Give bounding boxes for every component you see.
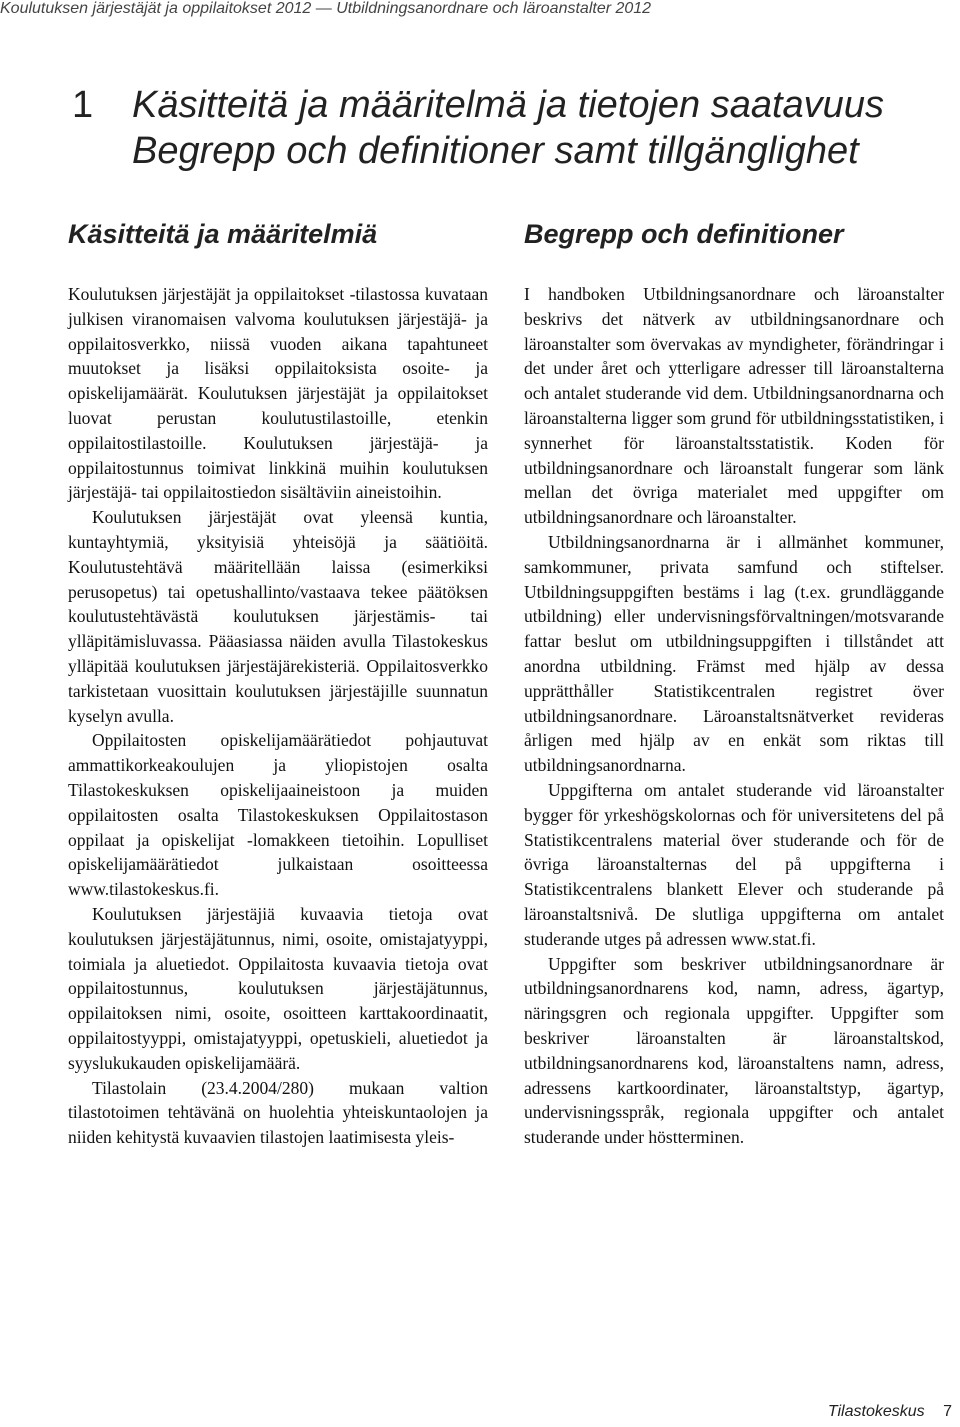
paragraph-fi-1: Koulutuksen järjestäjät ja oppilaitokset -tilastossa kuvataan julkisen viranomaisen valvoma koulutuksen järjestäjä- ja oppilaitosverkko, niissä vuoden aikana tapahtuneet muutokset ja lisäksi oppilaitoksista osoite- ja opiskelijamäärät. Koulutuksen järjestäjät ja oppilaitokset luovat perustan koulutustilastoille, etenkin oppilaitostilastoille. Koulutuksen järjestäjä- ja oppilaitostunnus toimivat linkkinä muihin koulutuksen järjestäjä- tai oppilaitostiedon sisältäviin aineistoihin.: [68, 284, 488, 503]
paragraph-sv-4: Uppgifter som beskriver utbildningsanordnare är utbildningsanordnarens kod, namn, adress, ägartyp, näringsgren och regionala uppgifter. Uppgifter som beskriver läroanstalten är läroanstaltskod, utbildningsanordnarens kod, läroanstaltens namn, adress, adressens kartkoordinater, läroanstaltstyp, ägartyp, undervisningsspråk, regionala uppgifter och antalet studerande under höstterminen.: [524, 953, 944, 1148]
page-footer: [828, 1403, 952, 1421]
paragraph-fi-2: Koulutuksen järjestäjät ovat yleensä kuntia, kuntayhtymiä, yksityisiä yhteisöjä ja säätiöitä. Koulutustehtävä määritellään laissa (esimerkiksi perusopetus) tai opetushallinto/vastaava tekee päätöksen koulutustehtävästä koulutuksen järjestämis- tai ylläpitämisluvassa. Pääasiassa näiden avulla Tilastokeskus ylläpitää koulutuksen järjestäjärekisteriä. Oppilaitosverkko tarkistetaan vuosittain koulutuksen järjestäjille suunnatun kyselyn avulla.: [68, 507, 488, 726]
paragraph-sv-1: I handboken Utbildningsanordnare och läroanstalter beskrivs det nätverk av utbildningsanordnare och läroanstalter som övervakas av myndigheter, förändringar i det under året och ytterligare adresser till läroanstalterna och antalet studerande vid dem. Utbildningsanordnarna och läroanstalterna ligger som grund för utbildningsstatistiken, i synnerhet för läroanstaltsstatistik. Koden för utbildningsanordnare och läroanstalt fungerar som länk mellan det övriga materialet med uppgifter om utbildningsanordnare och läroanstalter.: [524, 284, 944, 528]
paragraph-fi-5: Tilastolain (23.4.2004/280) mukaan valtion tilastotoimen tehtävänä on huolehtia yhteiskuntaolojen ja niiden kehitystä kuvaavien tilastojen laatimisesta yleis-: [68, 1077, 488, 1148]
paragraph-sv-3: Uppgifterna om antalet studerande vid läroanstalter bygger för yrkeshögskolornas och för universitetens del på Statistikcentralens material över studerande och för de övriga läroanstalternas del på uppgifterna i Statistikcentralens blankett Elever och studerande på läroanstaltsnivå. De slutliga uppgifterna om antalet studerande utges på adressen www.stat.fi.: [524, 779, 944, 949]
section-heading-sv: Begrepp och definitioner: [524, 219, 844, 249]
section-heading-fi: Käsitteitä ja määritelmiä: [68, 219, 378, 249]
paragraph-fi-3: Oppilaitosten opiskelijamäärätiedot pohjautuvat ammattikorkeakoulujen ja yliopistojen osalta Tilastokeskuksen opiskelijaaineistoon ja muiden oppilaitosten osalta Tilastokeskuksen Oppilaitostason oppilaat ja opiskelijat -lomakkeen tietoihin. Lopulliset opiskelijamäärätiedot julkaistaan osoitteessa www.tilastokeskus.fi.: [68, 730, 488, 900]
paragraph-fi-4: Koulutuksen järjestäjiä kuvaavia tietoja ovat koulutuksen järjestäjätunnus, nimi, osoite, omistajatyyppi, toimiala ja aluetiedot. Oppilaitosta kuvaavia tietoja ovat oppilaitostunnus, koulutuksen järjestäjätunnus, oppilaitoksen nimi, osoite, osoitteen karttakoordinaatit, oppilaitostyyppi, omistajatyyppi, opetuskieli, aluetiedot ja syyslukukauden opiskelijamäärä.: [68, 903, 488, 1073]
swedish-column: [524, 214, 944, 1150]
chapter-title-fi: Käsitteitä ja määritelmä ja tietojen saatavuus: [132, 84, 884, 126]
publisher-name: Tilastokeskus: [827, 1403, 925, 1420]
chapter-title: [72, 82, 884, 174]
page-number: 7: [943, 1403, 952, 1420]
chapter-title-sv: Begrepp och definitioner samt tillgänglighet: [132, 130, 859, 172]
running-header: Koulutuksen järjestäjät ja oppilaitokset 2012 — Utbildningsanordnare och läroanstalter 2012: [0, 0, 652, 17]
finnish-column: [68, 214, 488, 1150]
paragraph-sv-2: Utbildningsanordnarna är i allmänhet kommuner, samkommuner, privata samfund och stiftelser. Utbildningsuppgiften bestäms i lag (t.ex. grundläggande utbildning) eller undervisningsförvaltningen/motsvarande fattar beslut om utbildningsuppgiften i tillståndet att anordna utbildning. Främst med hjälp av dessa upprätthåller Statistikcentralen registret över utbildningsanordnare. Läroanstaltsnätverket revideras årligen med hjälp av en enkät som riktas till utbildningsanordnarna.: [524, 531, 944, 776]
chapter-number: 1: [72, 84, 94, 126]
